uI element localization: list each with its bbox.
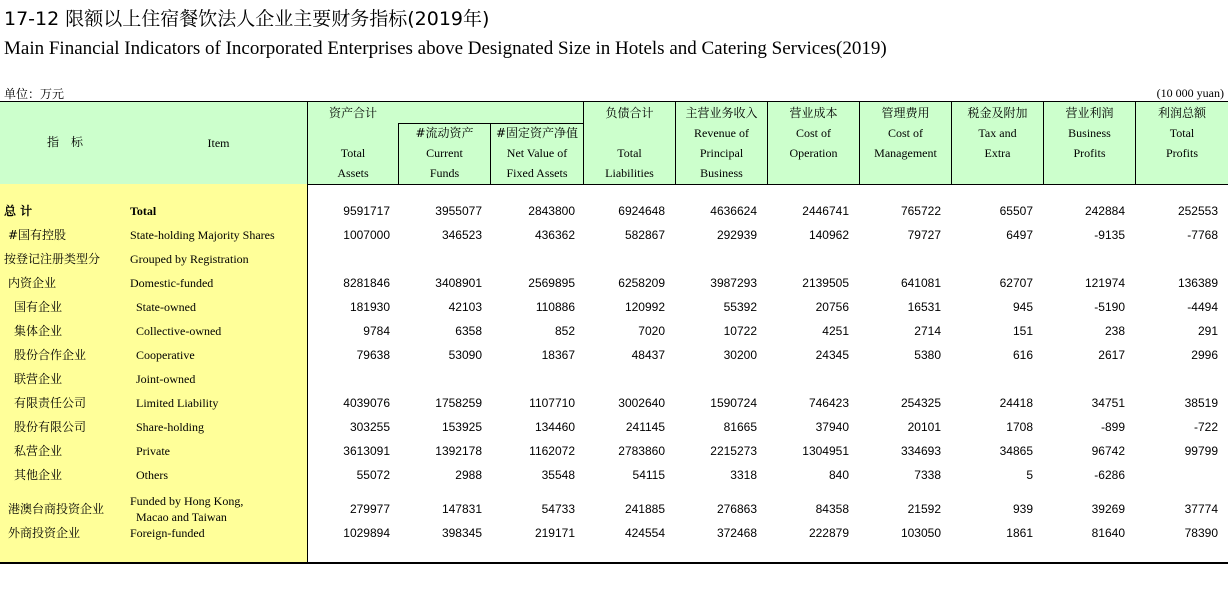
table-cell: 1392178: [435, 444, 482, 458]
table-cell: 4039076: [343, 396, 390, 410]
table-cell: 1029894: [343, 526, 390, 540]
table-cell: 2996: [1191, 348, 1218, 362]
table-cell: 103050: [900, 526, 941, 540]
table-cell: 81640: [1091, 526, 1125, 540]
table-cell: 78390: [1184, 526, 1218, 540]
row-label-en: State-owned: [136, 300, 196, 314]
table-bottom-rule: [0, 562, 1228, 564]
header-fixed-assets-cn: #固定资产净值: [495, 126, 579, 140]
table-cell: 18367: [541, 348, 575, 362]
table-cell: 2714: [914, 324, 941, 338]
row-label-en: Total: [130, 204, 157, 218]
table-cell: 840: [828, 468, 849, 482]
table-cell: 48437: [631, 348, 665, 362]
header-tax-cn: 税金及附加: [967, 106, 1028, 120]
table-cell: -722: [1193, 420, 1218, 434]
table-cell: 9784: [363, 324, 390, 338]
table-cell: 39269: [1091, 502, 1125, 516]
header-mgmt-en: Cost of Management: [874, 126, 937, 160]
table-cell: 279977: [349, 502, 390, 516]
table-cell: 4251: [822, 324, 849, 338]
table-cell: 21592: [907, 502, 941, 516]
table-cell: 147831: [441, 502, 482, 516]
table-cell: 238: [1104, 324, 1125, 338]
header-tax-en: Tax and Extra: [978, 126, 1017, 160]
table-row: [0, 247, 1228, 271]
header-bizprofit-en: Business Profits: [1068, 126, 1111, 160]
table-cell: 84358: [815, 502, 849, 516]
table-cell: 35548: [541, 468, 575, 482]
table-cell: 134460: [534, 420, 575, 434]
table-cell: 110886: [535, 300, 575, 314]
row-label-cn: 总 计: [4, 204, 33, 218]
table-cell: 1708: [1006, 420, 1033, 434]
table-cell: 6258209: [618, 276, 665, 290]
table-cell: 1162072: [529, 444, 575, 458]
table-cell: 79727: [907, 228, 941, 242]
table-cell: 241885: [624, 502, 665, 516]
row-label-en: Limited Liability: [136, 396, 219, 410]
row-label-cn: 集体企业: [14, 324, 63, 338]
table-cell: 30200: [723, 348, 757, 362]
header-mgmt-cn: 管理费用: [881, 106, 930, 120]
table-cell: 151: [1012, 324, 1033, 338]
table-cell: 252553: [1177, 204, 1218, 218]
table-row: [0, 343, 1228, 367]
table-cell: 136389: [1177, 276, 1218, 290]
table-cell: 222879: [808, 526, 849, 540]
header-liabilities-cn: 负债合计: [605, 106, 654, 120]
unit-label-en: (10 000 yuan): [1156, 86, 1224, 100]
table-cell: 765722: [900, 204, 941, 218]
table-cell: 34865: [999, 444, 1033, 458]
table-cell: 2843800: [528, 204, 575, 218]
table-cell: 37940: [815, 420, 849, 434]
table-cell: 42103: [448, 300, 482, 314]
table-cell: 616: [1012, 348, 1033, 362]
unit-label-cn: 单位：万元: [4, 87, 65, 101]
table-cell: 372468: [716, 526, 757, 540]
header-item-en: Item: [207, 136, 230, 150]
table-cell: 2446741: [802, 204, 849, 218]
table-cell: 3318: [730, 468, 757, 482]
page-title-cn: 17-12 限额以上住宿餐饮法人企业主要财务指标(2019年): [4, 8, 490, 30]
table-cell: 3002640: [618, 396, 665, 410]
page-title-en: Main Financial Indicators of Incorporated Enterprises above Designated Size in Hotels and Catering Services(2019): [4, 38, 887, 59]
table-cell: -4494: [1187, 300, 1218, 314]
row-label-cn: 内资企业: [8, 276, 57, 290]
table-cell: 292939: [716, 228, 757, 242]
header-bizprofit-cn: 营业利润: [1065, 106, 1114, 120]
row-label-en: Collective-owned: [136, 324, 222, 338]
table-cell: 276863: [716, 502, 757, 516]
header-liabilities-en: Total Liabilities: [605, 146, 654, 180]
table-cell: 1007000: [343, 228, 390, 242]
table-cell: 6924648: [618, 204, 665, 218]
table-row: [0, 199, 1228, 223]
table-cell: 2617: [1098, 348, 1125, 362]
table-cell: 55072: [356, 468, 390, 482]
table-cell: 2783860: [618, 444, 665, 458]
row-label-cn: 按登记注册类型分: [4, 252, 101, 266]
table-cell: 16531: [907, 300, 941, 314]
table-cell: 219171: [534, 526, 575, 540]
table-row: [0, 367, 1228, 391]
table-cell: 20101: [907, 420, 941, 434]
table-cell: 2139505: [802, 276, 849, 290]
table-cell: 291: [1197, 324, 1218, 338]
row-label-en: Domestic-funded: [130, 276, 214, 290]
table-cell: 54115: [632, 468, 665, 482]
table-cell: 20756: [815, 300, 849, 314]
table-cell: 8281846: [343, 276, 390, 290]
table-cell: 120992: [624, 300, 665, 314]
table-cell: 3955077: [435, 204, 482, 218]
table-cell: 24418: [999, 396, 1033, 410]
table-cell: 2569895: [528, 276, 575, 290]
row-label-en-line2: Macao and Taiwan: [136, 510, 227, 524]
header-current-funds-cn: #流动资产: [415, 126, 474, 140]
table-header: [0, 101, 1228, 185]
table-cell: 140962: [808, 228, 849, 242]
table-row: [0, 223, 1228, 247]
row-label-cn: 股份有限公司: [14, 420, 87, 434]
table-cell: -9135: [1094, 228, 1125, 242]
row-label-cn: 外商投资企业: [8, 526, 81, 540]
row-label-en: Grouped by Registration: [130, 252, 249, 266]
table-cell: 6358: [455, 324, 482, 338]
table-cell: 3408901: [435, 276, 482, 290]
table-cell: 1304951: [802, 444, 849, 458]
header-current-funds-en: Current Funds: [426, 146, 463, 180]
table-cell: 65507: [999, 204, 1033, 218]
table-cell: 37774: [1184, 502, 1218, 516]
table-row: [0, 295, 1228, 319]
table-cell: 7020: [638, 324, 665, 338]
table-cell: 3987293: [710, 276, 757, 290]
header-totprofit-cn: 利润总额: [1157, 106, 1206, 120]
table-cell: 1107710: [529, 396, 575, 410]
table-row: [0, 463, 1228, 487]
table-cell: 62707: [999, 276, 1033, 290]
row-label-en: Share-holding: [136, 420, 204, 434]
table-row: [0, 439, 1228, 463]
table-cell: 641081: [900, 276, 941, 290]
table-cell: 99799: [1184, 444, 1218, 458]
header-fixed-assets-en: Net Value of Fixed Assets: [506, 146, 568, 180]
table-cell: 945: [1012, 300, 1033, 314]
row-label-cn: #国有控股: [8, 228, 67, 242]
table-cell: 79638: [356, 348, 390, 362]
table-cell: 334693: [900, 444, 941, 458]
table-cell: 346523: [441, 228, 482, 242]
table-cell: 34751: [1091, 396, 1125, 410]
table-cell: 939: [1012, 502, 1033, 516]
table-cell: 2988: [455, 468, 482, 482]
table-cell: 424554: [624, 526, 665, 540]
table-row: [0, 271, 1228, 295]
header-revenue-cn: 主营业务收入: [685, 106, 758, 120]
row-label-cn: 股份合作企业: [14, 348, 87, 362]
table-cell: 241145: [625, 420, 665, 434]
table-cell: 254325: [900, 396, 941, 410]
header-revenue-en: Revenue of Principal Business: [694, 126, 749, 180]
row-label-en: Private: [136, 444, 170, 458]
row-label-en: Others: [136, 468, 168, 482]
table-cell: 7338: [914, 468, 941, 482]
table-row: [0, 415, 1228, 439]
row-label-cn: 其他企业: [14, 468, 63, 482]
table-cell: 24345: [815, 348, 849, 362]
table-cell: 1861: [1006, 526, 1033, 540]
table-row: [0, 521, 1228, 545]
header-cost-en: Cost of Operation: [789, 126, 838, 160]
row-label-cn: 港澳台商投资企业: [8, 502, 105, 516]
table-cell: 10722: [723, 324, 757, 338]
header-indicator-cn: 指 标: [46, 135, 83, 149]
table-cell: 582867: [624, 228, 665, 242]
table-cell: 398345: [441, 526, 482, 540]
table-cell: 852: [554, 324, 575, 338]
table-cell: 153925: [441, 420, 482, 434]
table-cell: -7768: [1187, 228, 1218, 242]
row-label-en: Joint-owned: [136, 372, 196, 386]
table-row: [0, 391, 1228, 415]
table-cell: 746423: [808, 396, 849, 410]
table-cell: -5190: [1094, 300, 1125, 314]
table-cell: 242884: [1084, 204, 1125, 218]
header-total-assets-en: Total Assets: [337, 146, 369, 180]
table-cell: 3613091: [343, 444, 390, 458]
header-total-assets-cn: 资产合计: [328, 106, 377, 120]
table-cell: 2215273: [710, 444, 757, 458]
table-cell: 1758259: [435, 396, 482, 410]
table-cell: 4636624: [710, 204, 757, 218]
table-cell: 436362: [534, 228, 575, 242]
row-label-en: State-holding Majority Shares: [130, 228, 275, 242]
table-cell: -899: [1100, 420, 1125, 434]
table-cell: 121974: [1084, 276, 1125, 290]
table-cell: 81665: [723, 420, 757, 434]
table-cell: 5380: [914, 348, 941, 362]
row-label-cn: 私营企业: [14, 444, 63, 458]
table-cell: 38519: [1184, 396, 1218, 410]
row-label-cn: 联营企业: [14, 372, 63, 386]
table-cell: 96742: [1091, 444, 1125, 458]
row-label-en: Foreign-funded: [130, 526, 205, 540]
header-cost-cn: 营业成本: [789, 106, 838, 120]
header-totprofit-en: Total Profits: [1165, 126, 1198, 160]
table-cell: 303255: [349, 420, 390, 434]
row-label-en: Cooperative: [136, 348, 195, 362]
row-label-cn: 有限责任公司: [14, 396, 87, 410]
table-cell: 1590724: [710, 396, 757, 410]
row-label-cn: 国有企业: [14, 300, 63, 314]
table-cell: 5: [1026, 468, 1033, 482]
table-cell: -6286: [1094, 468, 1125, 482]
table-cell: 6497: [1006, 228, 1033, 242]
table-row: [0, 319, 1228, 343]
table-cell: 53090: [448, 348, 482, 362]
table-cell: 9591717: [343, 204, 390, 218]
row-label-en-line1: Funded by Hong Kong,: [130, 494, 244, 508]
table-cell: 181930: [349, 300, 390, 314]
table-cell: 55392: [723, 300, 757, 314]
table-cell: 54733: [541, 502, 575, 516]
